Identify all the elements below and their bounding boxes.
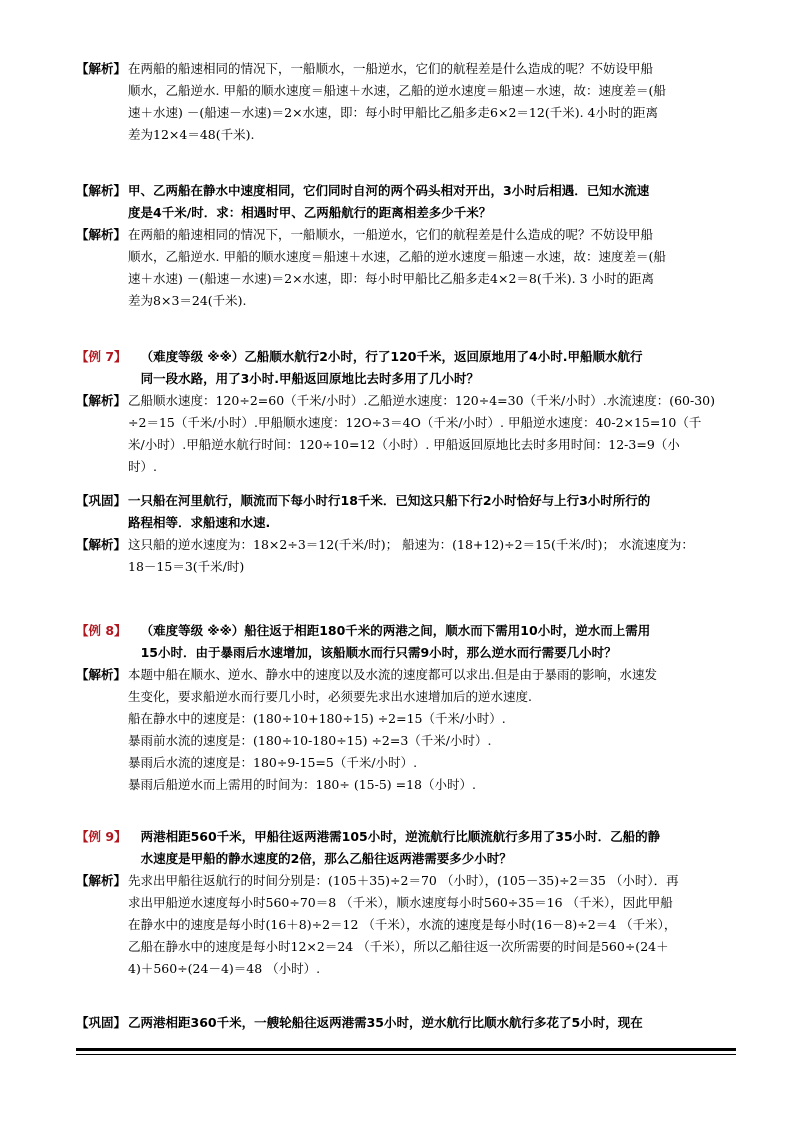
text-line: 18－15＝3(千米/时) xyxy=(128,559,245,574)
text-line: 差为8×3＝24(千米). xyxy=(128,293,247,308)
question-block-1 xyxy=(76,180,726,224)
text-line: 差为12×4＝48(千米). xyxy=(128,127,255,142)
text-line: 一只船在河里航行，顺流而下每小时行18千米．已知这只船下行2小时恰好与上行3小时所行的 xyxy=(128,493,651,508)
text-line: 船在静水中的速度是：(180÷10+180÷15) ÷2=15（千米/小时）. xyxy=(128,711,506,726)
practice-text xyxy=(126,1012,726,1034)
analysis-tag: 【解析】 xyxy=(76,667,127,682)
footer-rule-thick xyxy=(76,1048,736,1051)
text-line: 先求出甲船往返航行的时间分别是：(105＋35)÷2＝70 （小时），(105－35)÷2＝35 （小时）．再 xyxy=(128,873,679,888)
analysis-block-2 xyxy=(76,224,726,312)
text-line: 15小时．由于暴雨后水速增加，该船顺水而行只需9小时，那么逆水而行需要几小时？ xyxy=(140,645,617,660)
text-line: （难度等级 ※※）乙船顺水航行2小时，行了120千米，返回原地用了4小时.甲船顺水航行 xyxy=(140,349,643,364)
text-line: 甲、乙两船在静水中速度相同，它们同时自河的两个码头相对开出，3小时后相遇．已知水流速 xyxy=(128,183,650,198)
analysis-text xyxy=(126,664,726,796)
practice-block-2 xyxy=(76,1012,726,1034)
practice-tag: 【巩固】 xyxy=(76,1015,127,1030)
text-line: 顺水，乙船逆水. 甲船的顺水速度＝船速＋水速，乙船的逆水速度＝船速－水速，故：速度差＝(船 xyxy=(128,249,666,264)
text-line: 4)＋560÷(24－4)＝48 （小时）. xyxy=(128,961,321,976)
text-line: 顺水，乙船逆水. 甲船的顺水速度＝船速＋水速，乙船的逆水速度＝船速－水速，故：速度差＝(船 xyxy=(128,83,666,98)
analysis-text xyxy=(126,224,726,312)
question-text xyxy=(126,180,726,224)
text-line: 同一段水路，用了3小时.甲船返回原地比去时多用了几小时？ xyxy=(140,371,480,386)
analysis-tag: 【解析】 xyxy=(76,227,127,242)
text-line: 在静水中的速度是每小时(16＋8)÷2＝12 （千米），水流的速度是每小时(16－8)÷2＝4 （千米）， xyxy=(128,917,677,932)
footer-rule-thin xyxy=(76,1054,736,1055)
text-line: 暴雨前水流的速度是：(180÷10-180÷15) ÷2=3（千米/小时）. xyxy=(128,733,492,748)
text-line: 乙船顺水速度：120÷2=60（千米/小时）.乙船逆水速度：120÷4=30（千米/小时）.水流速度：(60-30) xyxy=(128,393,716,408)
example-8-block xyxy=(76,620,726,664)
example-tag: 【例 7】 xyxy=(76,349,127,364)
example-question-text xyxy=(127,826,726,870)
example-tag: 【例 8】 xyxy=(76,623,127,638)
text-line: 度是4千米/时．求：相遇时甲、乙两船航行的距离相差多少千米？ xyxy=(128,205,492,220)
text-line: ÷2＝15（千米/小时）.甲船顺水速度：12O÷3＝4O（千米/小时）. 甲船逆水速度：40-2×15=10（千 xyxy=(128,415,702,430)
text-line: 乙船在静水中的速度是每小时12×2＝24 （千米），所以乙船往返一次所需要的时间是560÷(24＋ xyxy=(128,939,669,954)
example-9-block xyxy=(76,826,726,870)
example-7-block xyxy=(76,346,726,390)
example-question-text xyxy=(127,346,726,390)
text-line: 路程相等．求船速和水速. xyxy=(128,515,271,530)
analysis-block-1 xyxy=(76,58,726,146)
practice-text xyxy=(126,490,726,534)
text-line: 速＋水速) －(船速－水速)＝2×水速，即：每小时甲船比乙船多走6×2＝12(千米). 4小时的距离 xyxy=(128,105,658,120)
text-line: （难度等级 ※※）船往返于相距180千米的两港之间，顺水而下需用10小时，逆水而上需用 xyxy=(140,623,651,638)
analysis-tag: 【解析】 xyxy=(76,393,127,408)
analysis-block-5 xyxy=(76,664,726,796)
example-question-text xyxy=(127,620,726,664)
text-line: 求出甲船逆水速度每小时560÷70＝8 （千米），顺水速度每小时560÷35＝16 （千米），因此甲船 xyxy=(128,895,673,910)
practice-tag: 【巩固】 xyxy=(76,493,127,508)
analysis-text xyxy=(126,870,726,980)
text-line: 在两船的船速相同的情况下，一船顺水，一船逆水，它们的航程差是什么造成的呢？不妨设甲船 xyxy=(128,227,654,242)
text-line: 在两船的船速相同的情况下，一船顺水，一船逆水，它们的航程差是什么造成的呢？不妨设甲船 xyxy=(128,61,654,76)
text-line: 时）. xyxy=(128,459,157,474)
text-line: 速＋水速) －(船速－水速)＝2×水速，即：每小时甲船比乙船多走4×2＝8(千米). 3 小时的距离 xyxy=(128,271,655,286)
example-tag: 【例 9】 xyxy=(76,829,127,844)
text-line: 米/小时）.甲船逆水航行时间：120÷10=12（小时）. 甲船返回原地比去时多用时间：12-3=9（小 xyxy=(128,437,680,452)
text-line: 乙两港相距360千米，一艘轮船往返两港需35小时，逆水航行比顺水航行多花了5小时，现在 xyxy=(128,1015,643,1030)
text-line: 本题中船在顺水、逆水、静水中的速度以及水流的速度都可以求出.但是由于暴雨的影响，水速发 xyxy=(128,667,657,682)
analysis-text xyxy=(126,390,726,478)
analysis-tag: 【解析】 xyxy=(76,61,127,76)
analysis-text xyxy=(126,534,726,578)
analysis-block-6 xyxy=(76,870,726,980)
text-line: 两港相距560千米，甲船往返两港需105小时，逆流航行比顺流航行多用了35小时．乙船的静 xyxy=(140,829,661,844)
analysis-tag: 【解析】 xyxy=(76,873,127,888)
text-line: 这只船的逆水速度为：18×2÷3＝12(千米/时)； 船速为：(18+12)÷2＝15(千米/时)； 水流速度为： xyxy=(128,537,694,552)
text-line: 暴雨后水流的速度是：180÷9-15=5（千米/小时）. xyxy=(128,755,418,770)
text-line: 水速度是甲船的静水速度的2倍，那么乙船往返两港需要多少小时？ xyxy=(140,851,512,866)
text-line: 暴雨后船逆水而上需用的时间为：180÷ (15-5) =18（小时）. xyxy=(128,777,476,792)
analysis-block-4 xyxy=(76,534,726,578)
analysis-text xyxy=(126,58,726,146)
analysis-tag: 【解析】 xyxy=(76,537,127,552)
text-line: 生变化，要求船逆水而行要几小时，必须要先求出水速增加后的逆水速度. xyxy=(128,689,532,704)
analysis-block-3 xyxy=(76,390,726,478)
analysis-tag: 【解析】 xyxy=(76,183,127,198)
practice-block-1 xyxy=(76,490,726,534)
